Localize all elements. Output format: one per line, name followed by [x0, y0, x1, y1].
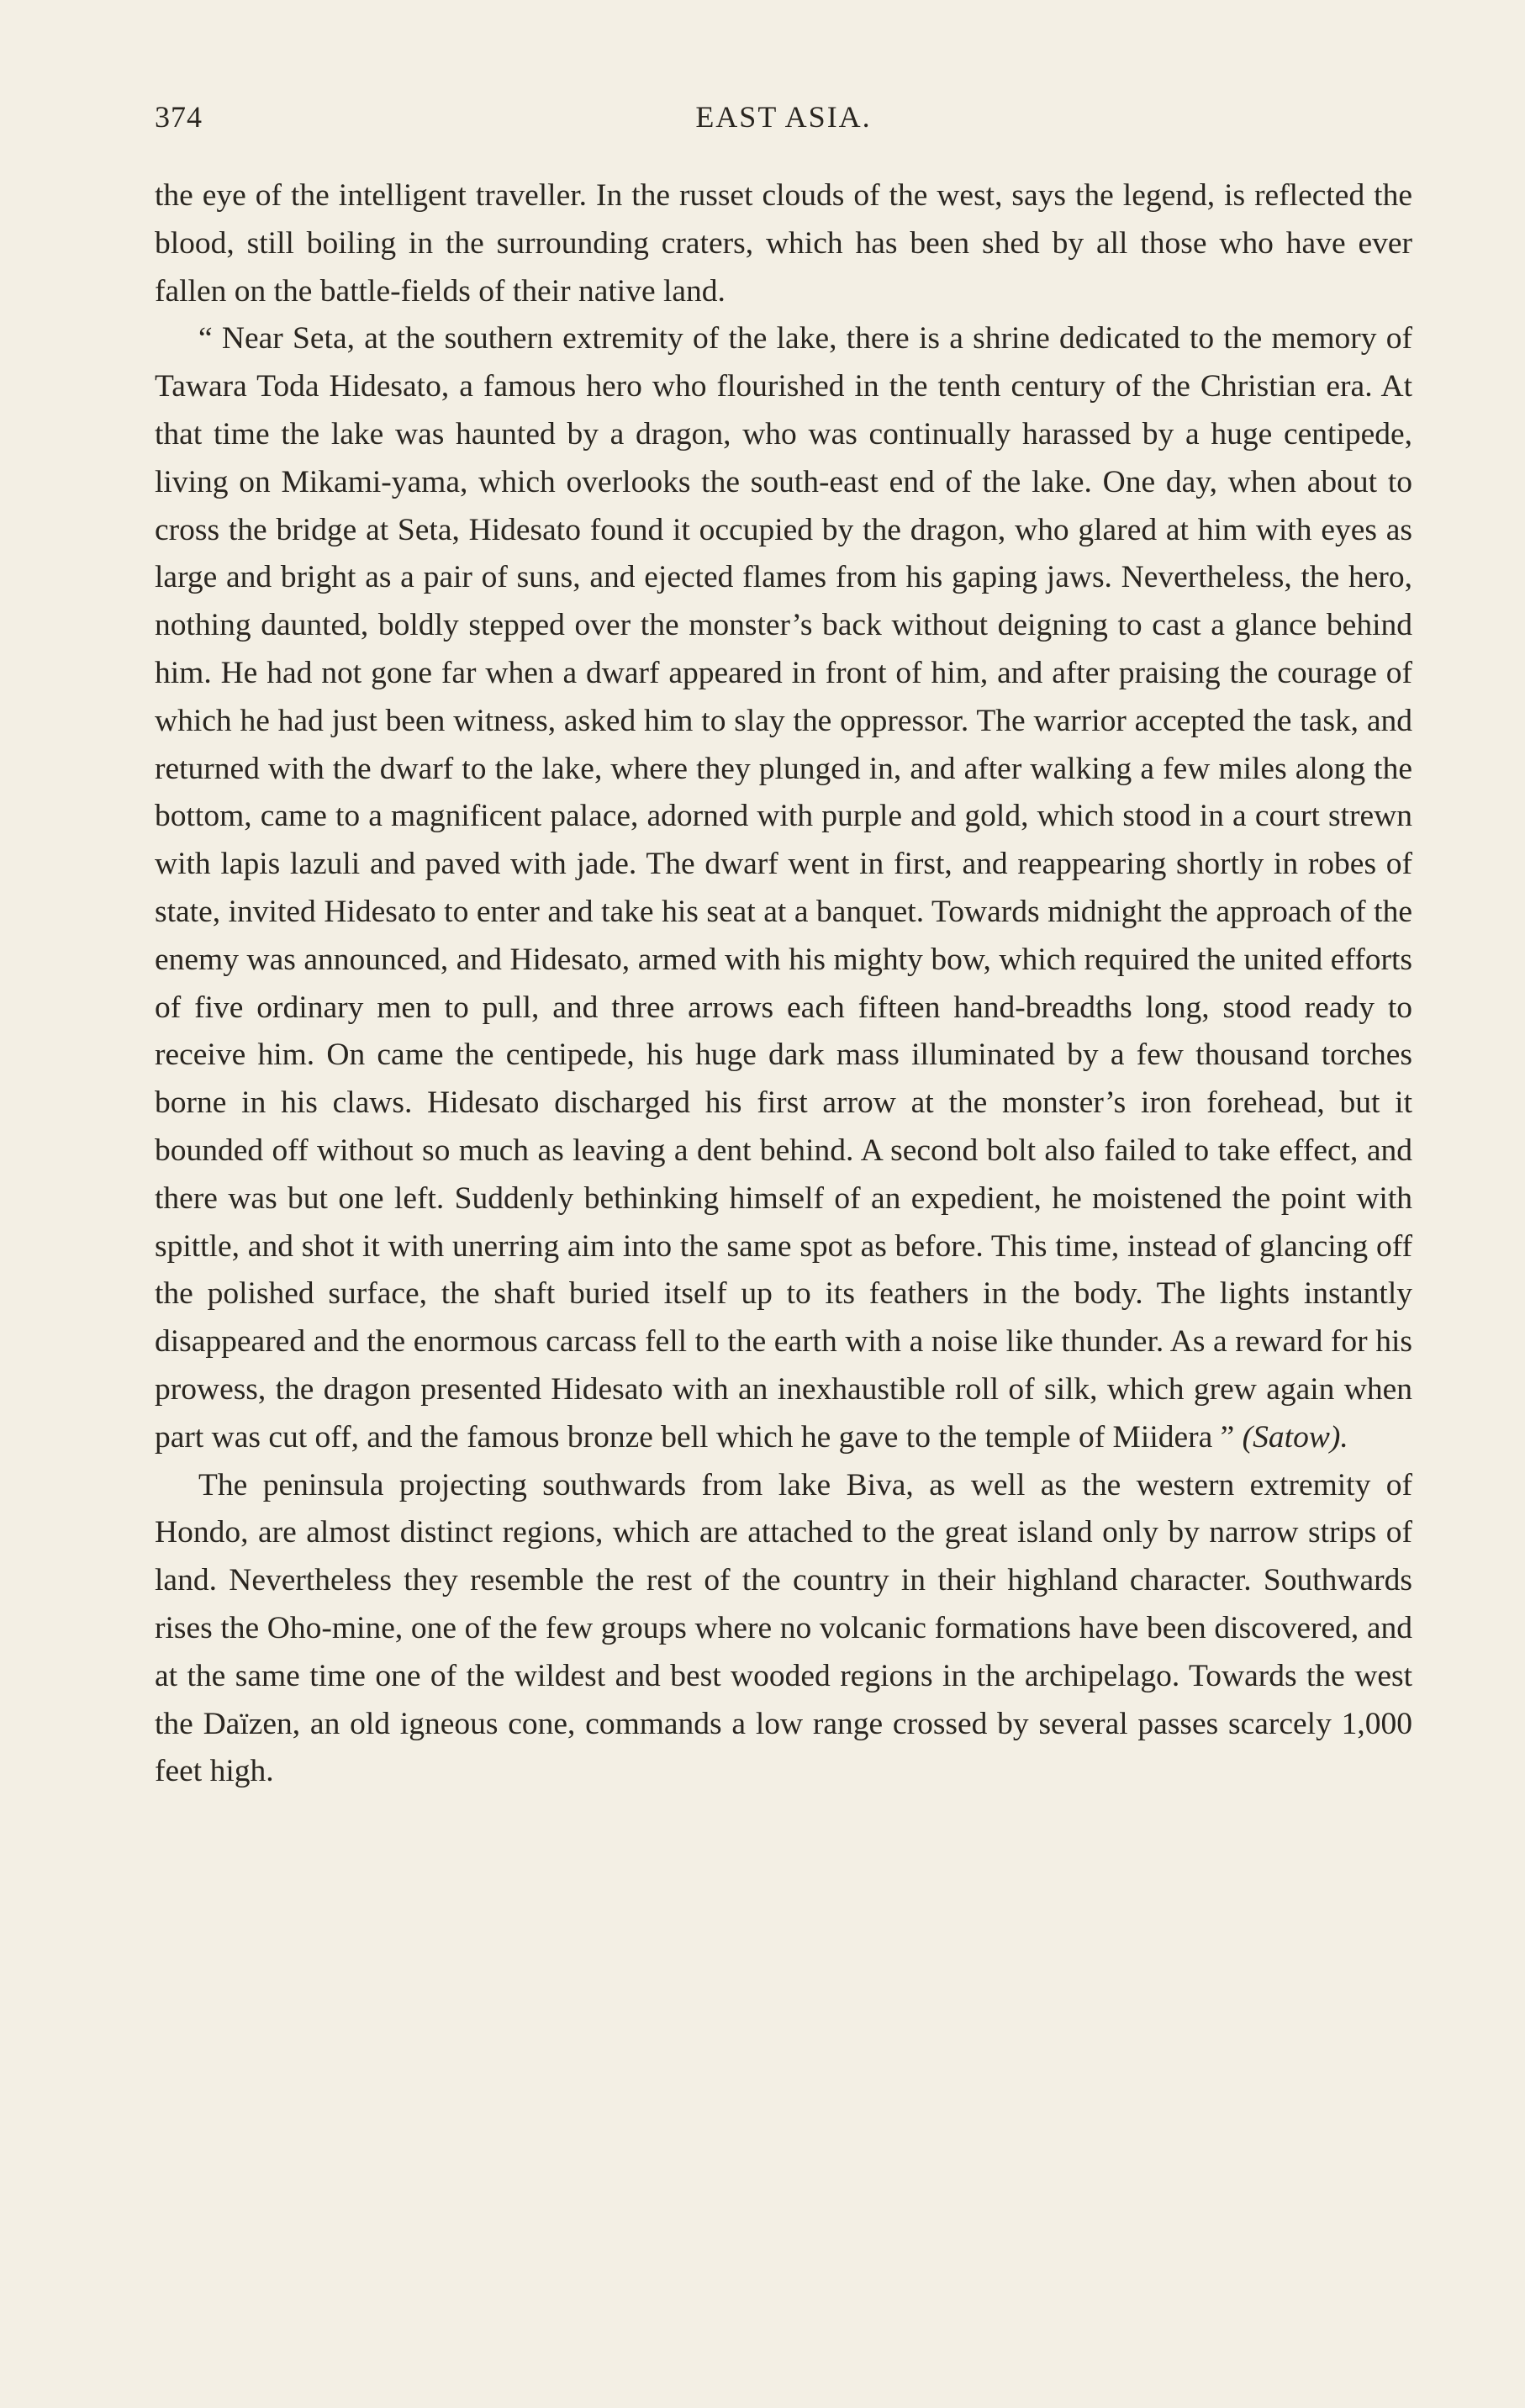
paragraph-legend-ending — [155, 172, 1412, 315]
paragraph-text: the eye of the intelligent traveller. In the russet clouds of the west, says the legend, is reflected the blood, still boiling in the surrounding craters, which has been shed by all those who have ever fallen on the battle-fields of their native land. — [155, 178, 1412, 309]
paragraph-text: “ Near Seta, at the southern extremity of the lake, there is a shrine dedicated to the memory of Tawara Toda Hidesato, a famous hero who flourished in the tenth century of the Christian era. At that time the lake was haunted by a dragon, who was continually harassed by a huge centipede, living on Mikami-yama, which overlooks the south-east end of the lake. One day, when about to cross the bridge at Seta, Hidesato found it occupied by the dragon, who glared at him with eyes as large and bright as a pair of suns, and ejected flames from his gaping jaws. Nevertheless, the hero, nothing daunted, boldly stepped over the monster’s back without deigning to cast a glance behind him. He had not gone far when a dwarf appeared in front of him, and after praising the courage of which he had just been witness, asked him to slay the oppressor. The warrior accepted the task, and returned with the dwarf to the lake, where they plunged in, and after walking a few miles along the bottom, came to a magnificent palace, adorned with purple and gold, which stood in a court strewn with lapis lazuli and paved with jade. The dwarf went in first, and reappearing shortly in robes of state, invited Hidesato to enter and take his seat at a banquet. Towards midnight the approach of the enemy was announced, and Hidesato, armed with his mighty bow, which required the united efforts of five ordinary men to pull, and three arrows each fifteen hand-breadths long, stood ready to receive him. On came the centipede, his huge dark mass illuminated by a few thousand torches borne in his claws. Hidesato discharged his first arrow at the monster’s iron forehead, but it bounded off without so much as leaving a dent behind. A second bolt also failed to take effect, and there was but one left. Suddenly bethinking himself of an expedient, he moistened the point with spittle, and shot it with unerring aim into the same spot as before. This time, instead of glancing off the polished surface, the shaft buried itself up to its feathers in the body. The lights instantly disappeared and the enormous carcass fell to the earth with a noise like thunder. As a reward for his prowess, the dragon presented Hidesato with an inexhaustible roll of silk, which grew again when part was cut off, and the famous bronze bell which he gave to the temple of Miidera ” — [155, 321, 1412, 1455]
paragraph-peninsula — [155, 1462, 1412, 1797]
page-header — [155, 99, 1412, 141]
page-number: 374 — [155, 100, 203, 134]
paragraph-text: The peninsula projecting southwards from lake Biva, as well as the western extremity of Hondo, are almost distinct regions, which are attached to the great island only by narrow strips of land. Nevertheless they resemble the rest of the country in their highland character. Southwards rises the Oho-mine, one of the few groups where no volcanic formations have been discovered, and at the same time one of the wildest and best wooded regions in the archipelago. Towards the west the Daïzen, an old igneous cone, commands a low range crossed by several passes scarcely 1,000 feet high. — [155, 1467, 1412, 1789]
body-text — [155, 172, 1412, 1796]
citation-satow: (Satow). — [1242, 1419, 1348, 1455]
running-title: EAST ASIA. — [695, 100, 872, 134]
paragraph-hidesato-legend — [155, 315, 1412, 1461]
